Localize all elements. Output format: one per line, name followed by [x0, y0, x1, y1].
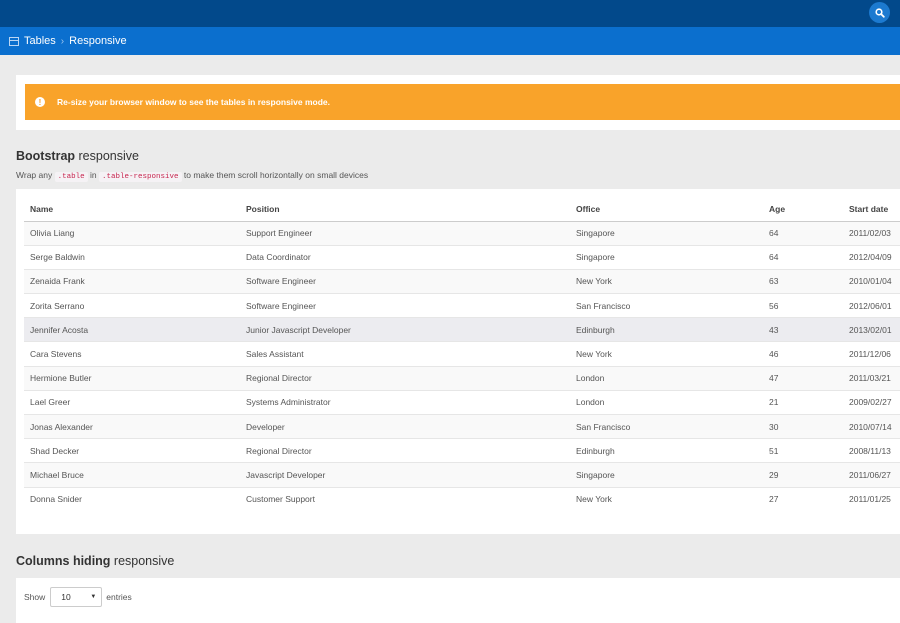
cell-name: Olivia Liang [24, 221, 240, 245]
cell-start-date: 2008/11/13 [843, 439, 900, 463]
cell-office: New York [570, 269, 763, 293]
code-table-responsive: .table-responsive [99, 172, 182, 182]
code-table: .table [55, 172, 88, 182]
cell-name: Shad Decker [24, 439, 240, 463]
cell-office: San Francisco [570, 294, 763, 318]
subtitle-prefix: Wrap any [16, 170, 53, 180]
cell-age: 51 [763, 439, 843, 463]
cell-age: 56 [763, 294, 843, 318]
cell-office: Singapore [570, 463, 763, 487]
cell-position: Developer [240, 415, 570, 439]
cell-position: Support Engineer [240, 221, 570, 245]
section2-title-rest: responsive [110, 554, 175, 568]
search-button[interactable] [869, 2, 890, 23]
table-row[interactable] [24, 221, 900, 245]
cell-name: Donna Snider [24, 487, 240, 511]
responsive-alert [25, 84, 900, 120]
entries-length-control [24, 587, 132, 607]
cell-start-date: 2011/06/27 [843, 463, 900, 487]
cell-age: 29 [763, 463, 843, 487]
cell-start-date: 2009/02/27 [843, 390, 900, 414]
cell-start-date: 2011/02/03 [843, 221, 900, 245]
cell-start-date: 2012/06/01 [843, 294, 900, 318]
columns-hiding-panel [16, 578, 900, 623]
cell-position: Regional Director [240, 366, 570, 390]
table-row[interactable] [24, 390, 900, 414]
table-row[interactable] [24, 269, 900, 293]
cell-age: 47 [763, 366, 843, 390]
subtitle-in: in [90, 170, 97, 180]
cell-name: Michael Bruce [24, 463, 240, 487]
header-name: Name [24, 197, 240, 221]
header-office: Office [570, 197, 763, 221]
table-row[interactable] [24, 463, 900, 487]
cell-position: Systems Administrator [240, 390, 570, 414]
search-icon [875, 8, 885, 18]
alert-panel [16, 75, 900, 130]
breadcrumb-item-responsive: Responsive [69, 35, 127, 47]
cell-office: Singapore [570, 245, 763, 269]
cell-age: 27 [763, 487, 843, 511]
cell-name: Jonas Alexander [24, 415, 240, 439]
table-row[interactable] [24, 366, 900, 390]
table-row[interactable] [24, 245, 900, 269]
alert-text: Re-size your browser window to see the tables in responsive mode. [57, 97, 331, 107]
header-age: Age [763, 197, 843, 221]
show-label: Show [24, 592, 46, 602]
cell-name: Lael Greer [24, 390, 240, 414]
exclamation-circle-icon: ! [35, 97, 45, 107]
cell-office: London [570, 366, 763, 390]
cell-start-date: 2011/03/21 [843, 366, 900, 390]
cell-name: Hermione Butler [24, 366, 240, 390]
cell-position: Software Engineer [240, 269, 570, 293]
cell-name: Jennifer Acosta [24, 318, 240, 342]
table-row[interactable] [24, 415, 900, 439]
cell-position: Software Engineer [240, 294, 570, 318]
cell-office: New York [570, 487, 763, 511]
cell-start-date: 2010/07/14 [843, 415, 900, 439]
section-title-columns-hiding [16, 554, 174, 568]
cell-name: Cara Stevens [24, 342, 240, 366]
cell-office: Singapore [570, 221, 763, 245]
header-start-date: Start date [843, 197, 900, 221]
section2-title-bold: Columns hiding [16, 554, 111, 568]
section-title-bold: Bootstrap [16, 149, 76, 163]
cell-age: 64 [763, 221, 843, 245]
cell-office: Edinburgh [570, 439, 763, 463]
cell-start-date: 2011/01/25 [843, 487, 900, 511]
cell-office: San Francisco [570, 415, 763, 439]
table-header-row [24, 197, 900, 221]
cell-name: Serge Baldwin [24, 245, 240, 269]
section-title-bootstrap [16, 149, 139, 163]
entries-label: entries [106, 592, 132, 602]
cell-position: Regional Director [240, 439, 570, 463]
responsive-table [24, 197, 900, 511]
cell-start-date: 2013/02/01 [843, 318, 900, 342]
cell-start-date: 2012/04/09 [843, 245, 900, 269]
header-position: Position [240, 197, 570, 221]
table-row[interactable] [24, 487, 900, 511]
cell-age: 64 [763, 245, 843, 269]
cell-name: Zorita Serrano [24, 294, 240, 318]
table-icon [9, 37, 19, 46]
breadcrumb [0, 27, 900, 55]
caret-down-icon: ▼ [90, 594, 97, 600]
section-subtitle [16, 170, 368, 181]
cell-start-date: 2011/12/06 [843, 342, 900, 366]
responsive-table-panel [16, 189, 900, 534]
cell-position: Javascript Developer [240, 463, 570, 487]
cell-position: Junior Javascript Developer [240, 318, 570, 342]
table-row[interactable] [24, 342, 900, 366]
cell-position: Sales Assistant [240, 342, 570, 366]
cell-age: 21 [763, 390, 843, 414]
cell-start-date: 2010/01/04 [843, 269, 900, 293]
cell-office: London [570, 390, 763, 414]
cell-age: 30 [763, 415, 843, 439]
cell-position: Data Coordinator [240, 245, 570, 269]
cell-age: 63 [763, 269, 843, 293]
table-row[interactable] [24, 294, 900, 318]
breadcrumb-item-tables[interactable]: Tables [24, 35, 56, 47]
cell-position: Customer Support [240, 487, 570, 511]
cell-office: New York [570, 342, 763, 366]
section-title-rest: responsive [75, 149, 139, 163]
subtitle-suffix: to make them scroll horizontally on small devices [183, 170, 369, 180]
table-row[interactable] [24, 439, 900, 463]
table-row[interactable] [24, 318, 900, 342]
cell-name: Zenaida Frank [24, 269, 240, 293]
cell-office: Edinburgh [570, 318, 763, 342]
cell-age: 46 [763, 342, 843, 366]
cell-age: 43 [763, 318, 843, 342]
entries-select-value: 10 [61, 592, 71, 602]
entries-select[interactable] [50, 587, 102, 607]
top-navbar [0, 0, 900, 27]
breadcrumb-separator: › [60, 35, 65, 47]
